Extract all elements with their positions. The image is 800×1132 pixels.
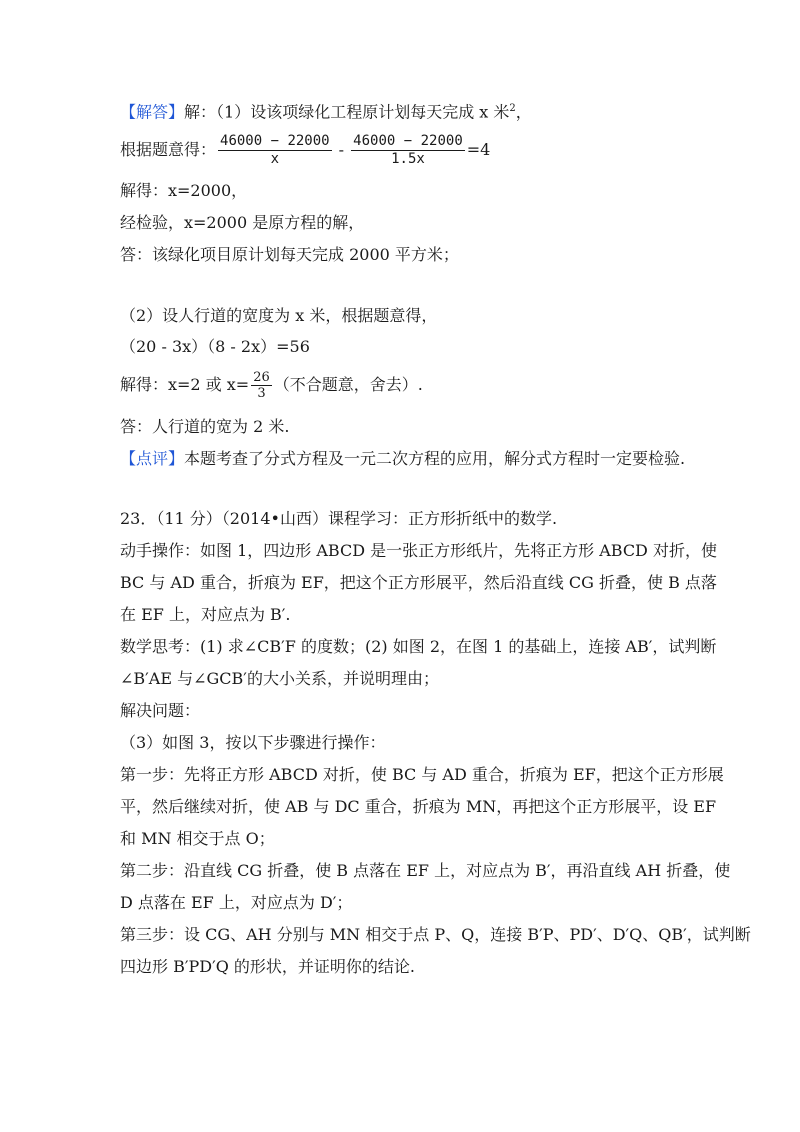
unit-superscript: 2 <box>509 103 516 114</box>
answer-line-2: 答：人行道的宽为 2 米. <box>120 417 290 436</box>
problem-line: 第三步：设 CG、AH 分别与 MN 相交于点 P、Q，连接 B′P、PD′、D′Q、QB′，试判断 <box>120 925 751 944</box>
comment-tag: 【点评】 <box>120 449 185 468</box>
problem-line: 在 EF 上，对应点为 B′. <box>120 605 291 624</box>
problem-line: ∠B′AE 与∠GCB′的大小关系，并说明理由； <box>120 669 439 688</box>
solve-line-1: 解得：x=2000， <box>120 181 248 200</box>
problem-line: 数学思考：(1) 求∠CB′F 的度数；(2) 如图 2，在图 1 的基础上，连接 AB′，试判断 <box>120 637 717 656</box>
equation-line-2: （20 - 3x）（8 - 2x）=56 <box>120 337 310 356</box>
fraction-2 <box>351 133 465 168</box>
problem-line: 解决问题： <box>120 701 201 720</box>
problem-line: 第二步：沿直线 CG 折叠，使 B 点落在 EF 上，对应点为 B′，再沿直线 AH 折叠，使 <box>120 861 731 880</box>
solve-line-2: 解得：x=2 或 x= $\frac{26}{3}$ （不合题意，舍去）. <box>120 370 423 401</box>
problem-title: 23．（11 分）（2014•山西）课程学习：正方形折纸中的数学. <box>120 509 558 528</box>
equation-suffix: =4 <box>466 140 491 159</box>
problem-line: 和 MN 相交于点 O； <box>120 829 275 848</box>
fraction-1 <box>218 133 332 168</box>
comment-line <box>120 448 685 470</box>
solution-part1-text: 解：（1）设该项绿化工程原计划每天完成 x 米 <box>184 102 510 122</box>
solution-tag: 【解答】 <box>120 102 185 122</box>
equation-prefix: 根据题意得： <box>120 140 217 159</box>
comment-text: 本题考查了分式方程及一元二次方程的应用，解分式方程时一定要检验. <box>184 449 686 468</box>
fraction-2-numerator: 46000 − 22000 <box>353 133 463 149</box>
answer-line-1: 答：该绿化项目原计划每天完成 2000 平方米； <box>120 245 459 264</box>
minus-sign: - <box>333 140 350 159</box>
problem-line: D 点落在 EF 上，对应点为 D′； <box>120 893 353 912</box>
fraction-1-numerator: 46000 − 22000 <box>220 133 330 149</box>
fraction-3 <box>251 370 272 401</box>
problem-line: 动手操作：如图 1，四边形 ABCD 是一张正方形纸片，先将正方形 ABCD 对折，使 <box>120 541 717 560</box>
problem-line: （3）如图 3，按以下步骤进行操作： <box>120 733 386 752</box>
problem-line: 平，然后继续对折，使 AB 与 DC 重合，折痕为 MN，再把这个正方形展平，设 EF <box>120 797 717 816</box>
fraction-3-numerator: 26 <box>253 370 270 385</box>
solution-part2-text: （2）设人行道的宽度为 x 米，根据题意得， <box>120 306 438 325</box>
problem-line: 四边形 B′PD′Q 的形状，并证明你的结论. <box>120 957 415 976</box>
problem-line: BC 与 AD 重合，折痕为 EF，把这个正方形展平，然后沿直线 CG 折叠，使 B 点落 <box>120 573 717 592</box>
fraction-2-denominator: 1.5x <box>391 151 425 167</box>
solution-line-1: 【解答】解：（1）设该项绿化工程原计划每天完成 x 米$^2$， <box>120 102 532 122</box>
equation-line-1 <box>120 130 490 170</box>
fraction-3-denominator: 3 <box>257 386 266 401</box>
problem-line: 第一步：先将正方形 ABCD 对折，使 BC 与 AD 重合，折痕为 EF，把这个正方形展 <box>120 765 724 784</box>
check-line: 经检验，x=2000 是原方程的解， <box>120 213 365 232</box>
fraction-1-denominator: x <box>270 151 280 167</box>
